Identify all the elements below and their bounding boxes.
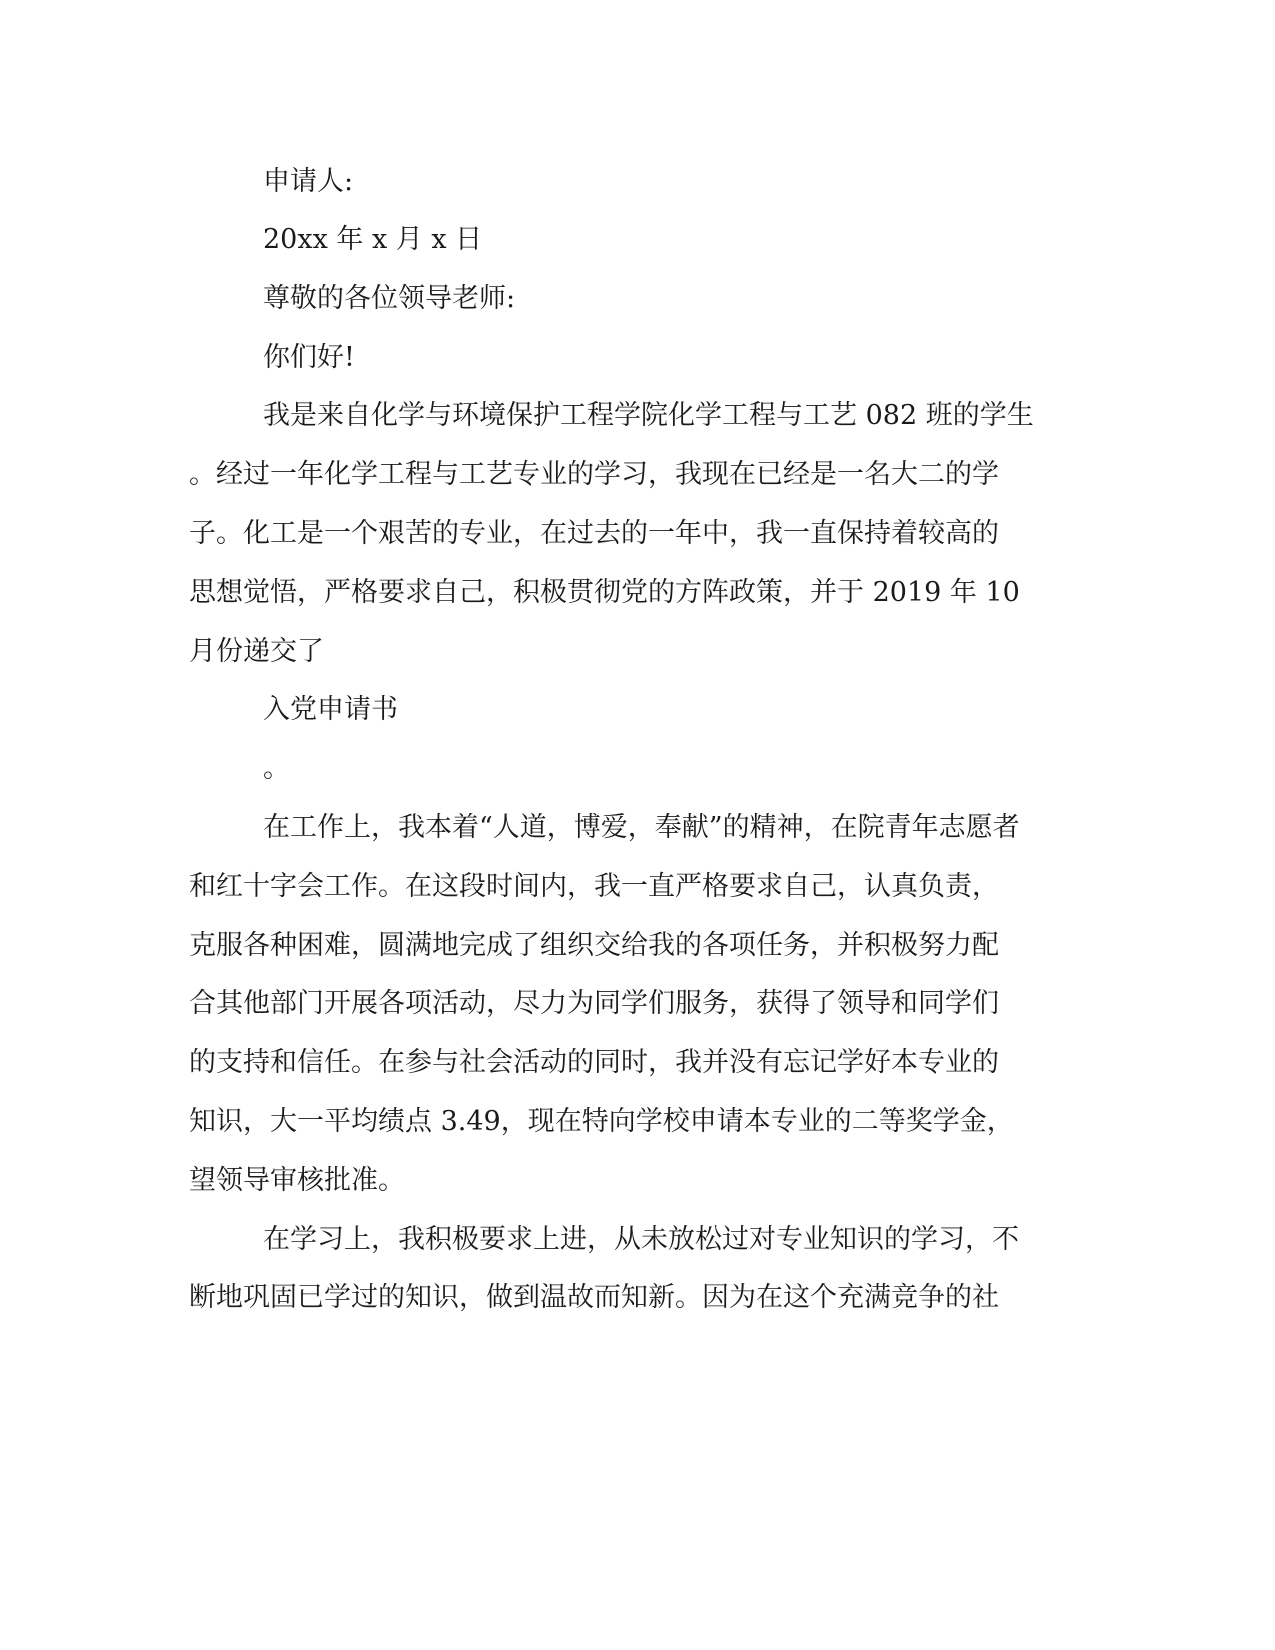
- paragraph-line: 望领导审核批准。: [189, 1165, 405, 1196]
- greeting: 你们好!: [263, 342, 355, 373]
- paragraph-line: 子。化工是一个艰苦的专业，在过去的一年中，我一直保持着较高的: [189, 518, 999, 549]
- paragraph-line: 克服各种困难，圆满地完成了组织交给我的各项任务，并积极努力配: [189, 930, 999, 961]
- applicant-label: 申请人:: [263, 166, 354, 197]
- paragraph-line: 在学习上，我积极要求上进，从未放松过对专业知识的学习，不: [263, 1224, 1019, 1255]
- paragraph-line: 在工作上，我本着“人道，博爱，奉献”的精神，在院青年志愿者: [263, 812, 1020, 843]
- paragraph-line: 我是来自化学与环境保护工程学院化学工程与工艺 082 班的学生: [263, 400, 1034, 431]
- paragraph-line: 和红十字会工作。在这段时间内，我一直严格要求自己，认真负责，: [189, 871, 999, 902]
- paragraph-line: 的支持和信任。在参与社会活动的同时，我并没有忘记学好本专业的: [189, 1047, 999, 1078]
- application-link-text: 入党申请书: [263, 694, 398, 725]
- paragraph-line: 断地巩固已学过的知识，做到温故而知新。因为在这个充满竞争的社: [189, 1282, 999, 1313]
- paragraph-line: 思想觉悟，严格要求自己，积极贯彻党的方阵政策，并于 2019 年 10: [189, 577, 1020, 608]
- paragraph-line: 知识，大一平均绩点 3.49，现在特向学校申请本专业的二等奖学金，: [189, 1106, 1014, 1137]
- salutation: 尊敬的各位领导老师:: [263, 283, 516, 314]
- paragraph-line: 。经过一年化学工程与工艺专业的学习，我现在已经是一名大二的学: [189, 459, 999, 490]
- period-line: 。: [263, 753, 290, 784]
- date-line: 20xx 年 x 月 x 日: [263, 224, 483, 255]
- paragraph-line: 月份递交了: [189, 636, 324, 667]
- paragraph-line: 合其他部门开展各项活动，尽力为同学们服务，获得了领导和同学们: [189, 988, 999, 1019]
